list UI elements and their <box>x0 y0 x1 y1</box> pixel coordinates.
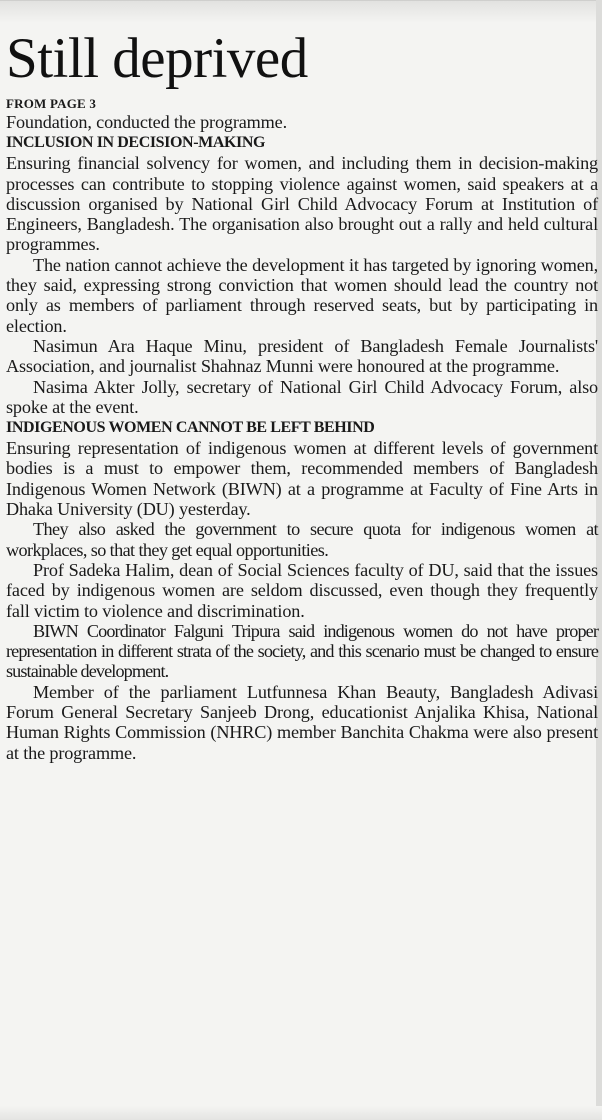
top-border <box>0 0 602 23</box>
bottom-border <box>0 1106 602 1120</box>
paragraph: The nation cannot achieve the development it has targeted by ignoring women, they said, expressing strong conviction that women should lead the country not only as members of parliament through reserved seats, but by participating in election. <box>6 254 598 336</box>
paragraph: Ensuring financial solvency for women, and including them in decision-making processes can contribute to stopping violence against women, said speakers at a discussion organised by National Girl Child Advocacy Forum at Institution of Engineers, Bangladesh. The organisation also brought out a rally and held cultural programmes. <box>6 153 598 255</box>
paragraph: Nasima Akter Jolly, secretary of National Girl Child Advocacy Forum, also spoke at the event. <box>6 376 598 417</box>
jump-label: FROM PAGE 3 <box>6 96 97 111</box>
paragraph: BIWN Coordinator Falguni Tripura said indigenous women do not have proper representation in different strata of the society, and this scenario must be changed to ensure sustainable development. <box>6 620 598 682</box>
paragraph: Ensuring representation of indigenous women at different levels of government bodies is a must to empower them, recommended members of Bangladesh Indigenous Women Network (BIWN) at a programme at Faculty of Fine Arts in Dhaka University (DU) yesterday. <box>6 438 598 520</box>
paragraph: Member of the parliament Lutfunnesa Khan Beauty, Bangladesh Adivasi Forum General Secretary Sanjeeb Drong, educationist Anjalika Khisa, National Human Rights Commission (NHRC) member Banchita Chakma were also present at the programme. <box>6 681 598 763</box>
section-heading-inclusion: INCLUSION IN DECISION-MAKING <box>6 134 266 152</box>
article <box>6 28 598 763</box>
lead-in-paragraph: Foundation, conducted the programme. <box>6 112 287 132</box>
paragraph: They also asked the government to secure quota for indigenous women at workplaces, so that they get equal opportunities. <box>6 519 598 560</box>
paragraph: Nasimun Ara Haque Minu, president of Bangladesh Female Journalists' Association, and journalist Shahnaz Munni were honoured at the programme. <box>6 335 598 377</box>
section-heading-indigenous: INDIGENOUS WOMEN CANNOT BE LEFT BEHIND <box>6 419 375 437</box>
headline: Still deprived <box>6 27 308 90</box>
paragraph: Prof Sadeka Halim, dean of Social Sciences faculty of DU, said that the issues faced by indigenous women are seldom discussed, even though they frequently fall victim to violence and discrimination. <box>6 559 598 621</box>
